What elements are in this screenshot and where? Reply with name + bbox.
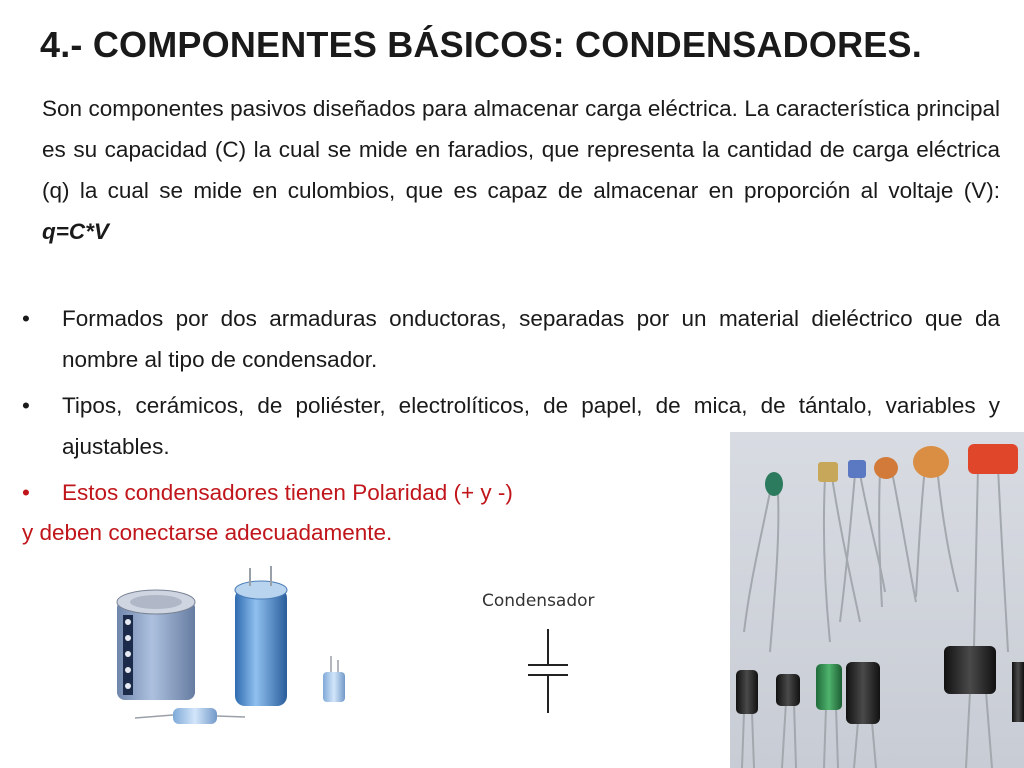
assorted-capacitors-photo — [730, 432, 1024, 768]
bullet-dot-icon: • — [22, 393, 30, 418]
bullet-text: Formados por dos armaduras onductoras, separadas por un material dieléctrico que da nombre al tipo de condensador. — [62, 306, 1000, 372]
bullet-item-armaduras — [22, 298, 1000, 380]
slide-title: 4.- COMPONENTES BÁSICOS: CONDENSADORES. — [40, 24, 922, 65]
symbol-label: Condensador — [482, 591, 595, 611]
bullet-dot-icon: • — [22, 480, 30, 505]
intro-text: Son componentes pasivos diseñados para almacenar carga eléctrica. La característica principal es su capacidad (C) la cual se mide en faradios, que representa la cantidad de carga eléctrica (q) la cual se mide en culombios, que es capaz de almacenar en proporción al voltaje (V): — [42, 96, 1000, 203]
capacitor-schematic-icon — [470, 585, 630, 725]
capacitor-symbol — [470, 585, 630, 725]
polarity-warning: y deben conectarse adecuadamente. — [22, 520, 393, 545]
intro-paragraph — [42, 88, 1000, 252]
bullet-dot-icon: • — [22, 306, 30, 331]
bullet-text: Tipos, cerámicos, de poliéster, electrolíticos, de papel, de mica, de tántalo, variables y ajustables. — [62, 393, 1000, 459]
electrolytic-capacitors-photo — [95, 560, 375, 740]
bullet-text: Estos condensadores tienen Polaridad (+ y -) — [62, 480, 513, 505]
capacitance-formula: q=C*V — [42, 219, 109, 244]
